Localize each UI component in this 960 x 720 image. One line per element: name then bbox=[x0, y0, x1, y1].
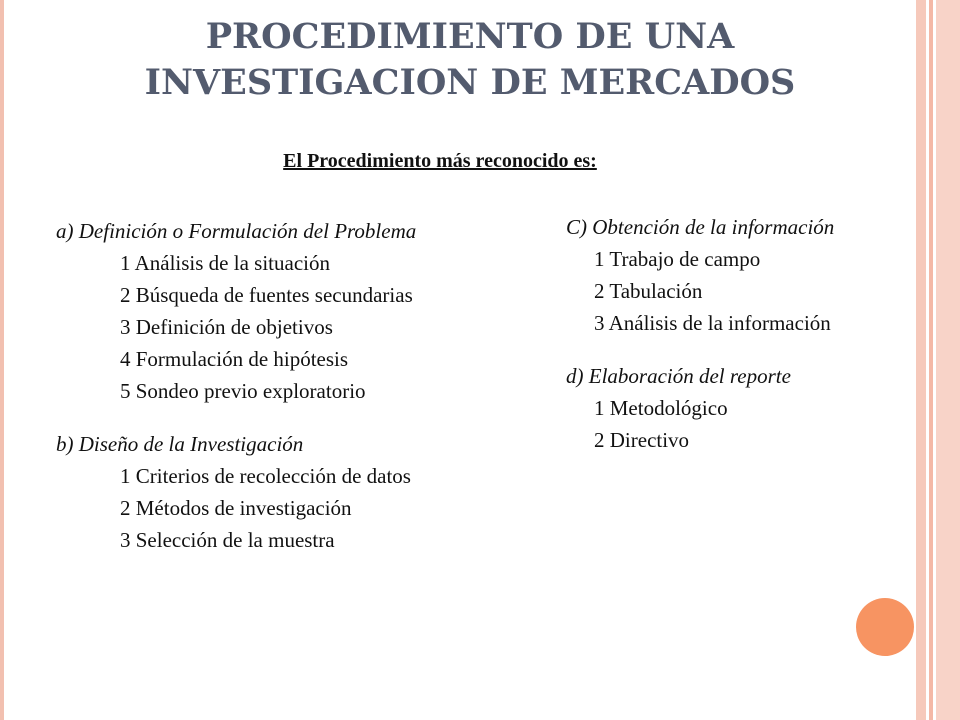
left-column bbox=[56, 220, 476, 552]
section-c-item-3: 3 Análisis de la información bbox=[594, 311, 831, 335]
slide-subtitle: El Procedimiento más reconocido es: bbox=[283, 150, 597, 172]
section-d-heading: d) Elaboración del reporte bbox=[566, 364, 791, 388]
decor-stripe bbox=[936, 0, 960, 720]
section-c-item-1: 1 Trabajo de campo bbox=[594, 247, 761, 271]
right-column bbox=[566, 216, 896, 452]
section-d-item-1: 1 Metodológico bbox=[594, 396, 728, 420]
section-c-item-2: 2 Tabulación bbox=[594, 279, 703, 303]
section-a-item-5: 5 Sondeo previo exploratorio bbox=[120, 379, 366, 403]
section-a-item-1: 1 Análisis de la situación bbox=[120, 251, 330, 275]
slide-title: PROCEDIMIENTO DE UNA INVESTIGACION DE MERCADOS bbox=[144, 16, 796, 103]
section-b-item-1: 1 Criterios de recolección de datos bbox=[120, 464, 411, 488]
section-a-item-2: 2 Búsqueda de fuentes secundarias bbox=[120, 283, 413, 307]
section-a-item-3: 3 Definición de objetivos bbox=[120, 315, 333, 339]
section-c-heading: C) Obtención de la información bbox=[566, 215, 835, 239]
section-a-heading: a) Definición o Formulación del Problema bbox=[56, 219, 417, 243]
section-d-item-2: 2 Directivo bbox=[594, 428, 690, 452]
section-b-item-2: 2 Métodos de investigación bbox=[120, 496, 352, 520]
section-a-item-4: 4 Formulación de hipótesis bbox=[120, 347, 349, 371]
decor-stripe bbox=[916, 0, 926, 720]
left-border-line bbox=[0, 0, 4, 720]
orange-circle-decoration bbox=[856, 598, 914, 656]
section-b-item-3: 3 Selección de la muestra bbox=[120, 528, 335, 552]
section-b-heading: b) Diseño de la Investigación bbox=[56, 432, 304, 456]
